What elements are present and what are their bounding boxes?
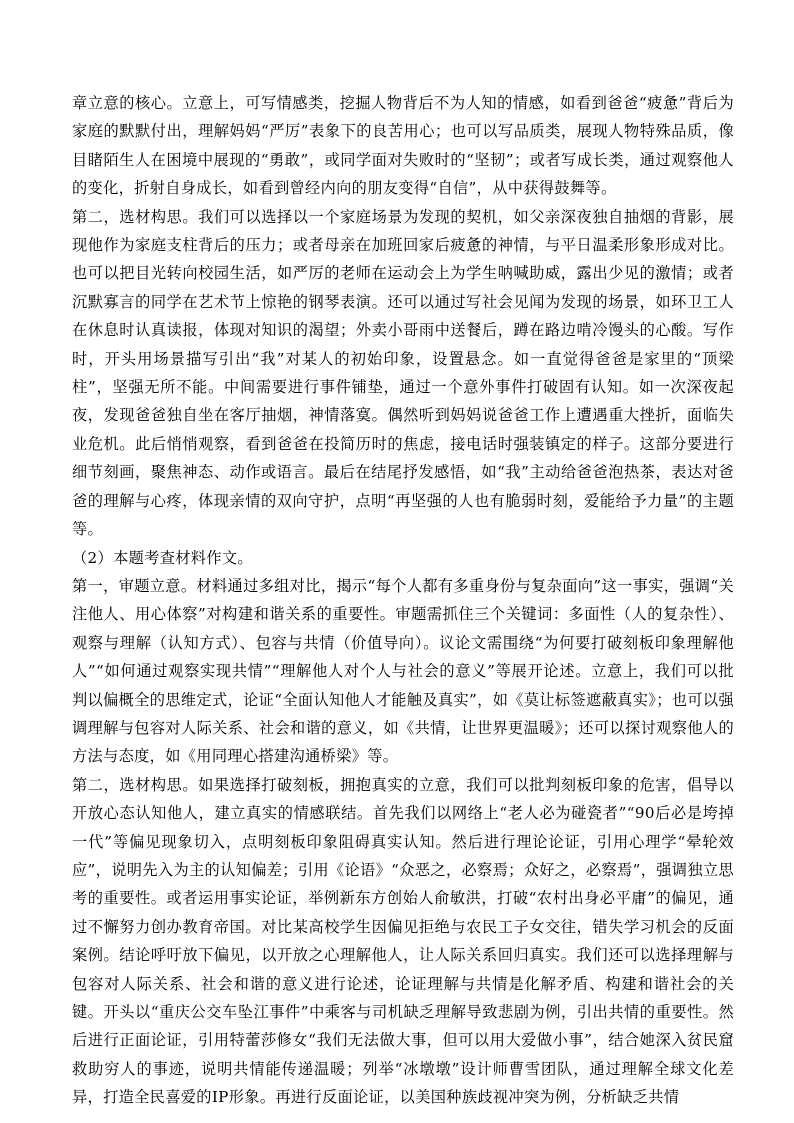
- paragraph-material-selection-2: 第二，选材构思。如果选择打破刻板，拥抱真实的立意，我们可以批判刻板印象的危害，倡导以开放心态认知他人，建立真实的情感联结。首先我们以网络上“老人必为碰瓷者”“90后必是垮掉一代”等偏见现象切入，点明刻板印象阻碍真实认知。然后进行理论论证，引用心理学“晕轮效应”，说明先入为主的认知偏差；引用《论语》“众恶之，必察焉；众好之，必察焉”，强调独立思考的重要性。或者运用事实论证，举例新东方创始人俞敏洪，打破“农村出身必平庸”的偏见，通过不懈努力创办教育帝国。对比某高校学生因偏见拒绝与农民工子女交往，错失学习机会的反面案例。结论呼吁放下偏见，以开放之心理解他人，让人际关系回归真实。我们还可以选择理解与包容对人际关系、社会和谐的意义进行论述，论证理解与共情是化解矛盾、构建和谐社会的关键。开头以“重庆公交车坠江事件”中乘客与司机缺乏理解导致悲剧为例，引出共情的重要性。然后进行正面论证，引用特蕾莎修女“我们无法做大事，但可以用大爱做小事”，结合她深入贫民窟救助穷人的事迹，说明共情能传递温暖；列举“冰墩墩”设计师曹雪团队，通过理解全球文化差异，打造全民喜爱的IP形象。再进行反面论证，以美国种族歧视冲突为例，分析缺乏共情: [72, 775, 734, 1107]
- paragraph-intro: 章立意的核心。立意上，可写情感类，挖掘人物背后不为人知的情感，如看到爸爸“疲惫”背后为家庭的默默付出，理解妈妈“严厉”表象下的良苦用心；也可以写品质类，展现人物特殊品质，像目睹陌生人在困境中展现的“勇敢”，或同学面对失败时的“坚韧”；或者写成长类，通过观察他人的变化，折射自身成长，如看到曾经内向的朋友变得“自信”，从中获得鼓舞等。: [72, 94, 734, 198]
- paragraph-material-selection-1: 第二，选材构思。我们可以选择以一个家庭场景为发现的契机，如父亲深夜独自抽烟的背影，展现他作为家庭支柱背后的压力；或者母亲在加班回家后疲惫的神情，与平日温柔形象形成对比。也可以把目光转向校园生活，如严厉的老师在运动会上为学生呐喊助威，露出少见的激情；或者沉默寡言的同学在艺术节上惊艳的钢琴表演。还可以通过写社会见闻为发现的场景，如环卫工人在休息时认真读报，体现对知识的渴望；外卖小哥雨中送餐后，蹲在路边啃冷馒头的心酸。写作时，开头用场景描写引出“我”对某人的初始印象，设置悬念。如一直觉得爸爸是家里的“顶梁柱”，坚强无所不能。中间需要进行事件铺垫，通过一个意外事件打破固有认知。如一次深夜起夜，发现爸爸独自坐在客厅抽烟，神情落寞。偶然听到妈妈说爸爸工作上遭遇重大挫折，面临失业危机。此后悄悄观察，看到爸爸在投简历时的焦虑，接电话时强装镇定的样子。这部分要进行细节刻画，聚焦神态、动作或语言。最后在结尾抒发感悟，如“我”主动给爸爸泡热茶，表达对爸爸的理解与心疼，体现亲情的双向守护，点明“再坚强的人也有脆弱时刻，爱能给予力量”的主题等。: [72, 207, 734, 539]
- paragraph-topic-analysis: 第一，审题立意。材料通过多组对比，揭示“每个人都有多重身份与复杂面向”这一事实，强调“关注他人、用心体察”对构建和谐关系的重要性。审题需抓住三个关键词：多面性（人的复杂性）、观察与理解（认知方式）、包容与共情（价值导向）。议论文需围绕“为何要打破刻板印象理解他人”“如何通过观察实现共情”“理解他人对个人与社会的意义”等展开论述。立意上，我们可以批判以偏概全的思维定式，论证“全面认知他人才能触及真实”，如《莫让标签遮蔽真实》；也可以强调理解与包容对人际关系、社会和谐的意义，如《共情，让世界更温暖》；还可以探讨观察他人的方法与态度，如《用同理心搭建沟通桥梁》等。: [72, 576, 734, 766]
- paragraph-question-2-heading: （2）本题考查材料作文。: [72, 548, 253, 567]
- document-body: [72, 89, 734, 1112]
